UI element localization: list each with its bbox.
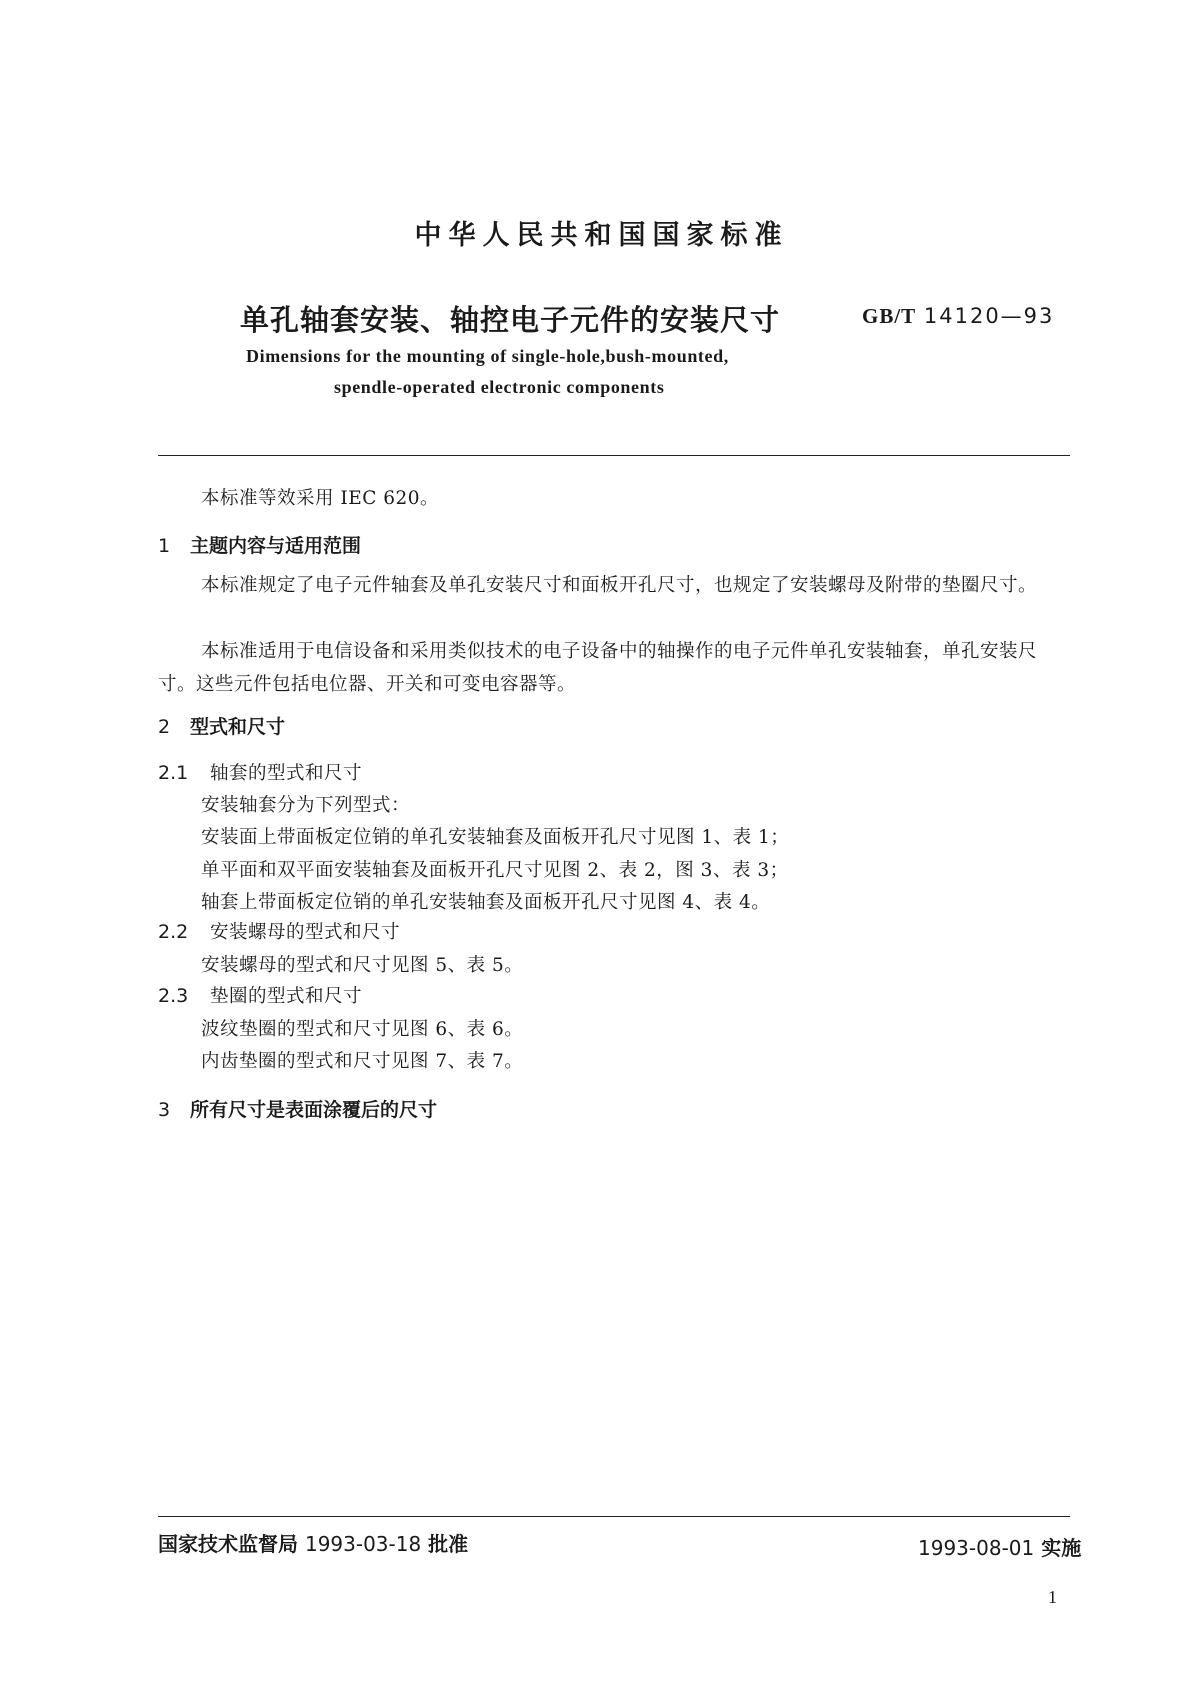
national-standard-heading: 中华人民共和国国家标准 xyxy=(414,220,789,251)
subsection-number: 2.3 xyxy=(158,985,189,1007)
subsection-number: 2.2 xyxy=(158,921,189,943)
footer-divider xyxy=(158,1516,1070,1517)
standard-code: 14120—93 xyxy=(923,304,1055,328)
subsection-2-1-line: 安装面上带面板定位销的单孔安装轴套及面板开孔尺寸见图 1、表 1； xyxy=(201,827,790,848)
section-number: 1 xyxy=(158,535,171,557)
subsection-2-2-heading xyxy=(158,918,400,944)
document-title-en-line1: Dimensions for the mounting of single-hole,bush-mounted, xyxy=(246,346,729,366)
intro-text: 本标准等效采用 IEC 620。 xyxy=(201,488,440,509)
document-title-cn: 单孔轴套安装、轴控电子元件的安装尺寸 xyxy=(240,303,781,337)
paragraph-text: 本标准适用于电信设备和采用类似技术的电子设备中的轴操作的电子元件单孔安装轴套，单孔安装尺寸。这些元件包括电位器、开关和可变电容器等。 xyxy=(158,641,1038,695)
subsection-title: 安装螺母的型式和尺寸 xyxy=(210,922,401,943)
subsection-2-3-line: 波纹垫圈的型式和尺寸见图 6、表 6。 xyxy=(201,1019,524,1040)
subsection-2-1-line: 轴套上带面板定位销的单孔安装轴套及面板开孔尺寸见图 4、表 4。 xyxy=(201,892,771,913)
document-title-en-line2: spendle-operated electronic components xyxy=(334,377,665,397)
subsection-title: 轴套的型式和尺寸 xyxy=(210,763,363,784)
effective-line xyxy=(918,1532,1081,1561)
section-2-heading xyxy=(158,712,285,739)
approval-line xyxy=(158,1528,468,1557)
section-number: 2 xyxy=(158,716,171,738)
section-1-heading xyxy=(158,531,361,558)
section-1-paragraph-1 xyxy=(158,569,1070,602)
paragraph-text: 本标准规定了电子元件轴套及单孔安装尺寸和面板开孔尺寸，也规定了安装螺母及附带的垫圈尺寸。 xyxy=(201,575,1038,596)
standard-number xyxy=(862,304,1054,329)
approval-label: 批准 xyxy=(428,1532,469,1556)
subsection-2-1-line: 安装轴套分为下列型式： xyxy=(201,795,411,816)
section-number: 3 xyxy=(158,1099,171,1121)
approval-date: 1993-03-18 xyxy=(304,1532,422,1556)
subsection-title: 垫圈的型式和尺寸 xyxy=(210,986,363,1007)
section-title: 主题内容与适用范围 xyxy=(190,535,362,557)
page-number: 1 xyxy=(1048,1587,1057,1607)
effective-label: 实施 xyxy=(1041,1536,1082,1560)
subsection-2-1-line: 单平面和双平面安装轴套及面板开孔尺寸见图 2、表 2，图 3、表 3； xyxy=(201,860,789,881)
issuing-authority: 国家技术监督局 xyxy=(158,1532,298,1556)
standard-prefix: GB/T xyxy=(862,304,917,328)
subsection-2-3-line: 内齿垫圈的型式和尺寸见图 7、表 7。 xyxy=(201,1051,524,1072)
section-title: 所有尺寸是表面涂覆后的尺寸 xyxy=(190,1099,438,1121)
subsection-2-2-line: 安装螺母的型式和尺寸见图 5、表 5。 xyxy=(201,955,524,976)
subsection-number: 2.1 xyxy=(158,762,189,784)
subsection-2-1-heading xyxy=(158,759,362,785)
subsection-2-3-heading xyxy=(158,982,362,1008)
header-divider xyxy=(158,455,1070,456)
effective-date: 1993-08-01 xyxy=(918,1536,1035,1560)
section-title: 型式和尺寸 xyxy=(190,716,286,738)
section-3-heading xyxy=(158,1095,437,1122)
section-1-paragraph-2 xyxy=(158,635,1070,701)
